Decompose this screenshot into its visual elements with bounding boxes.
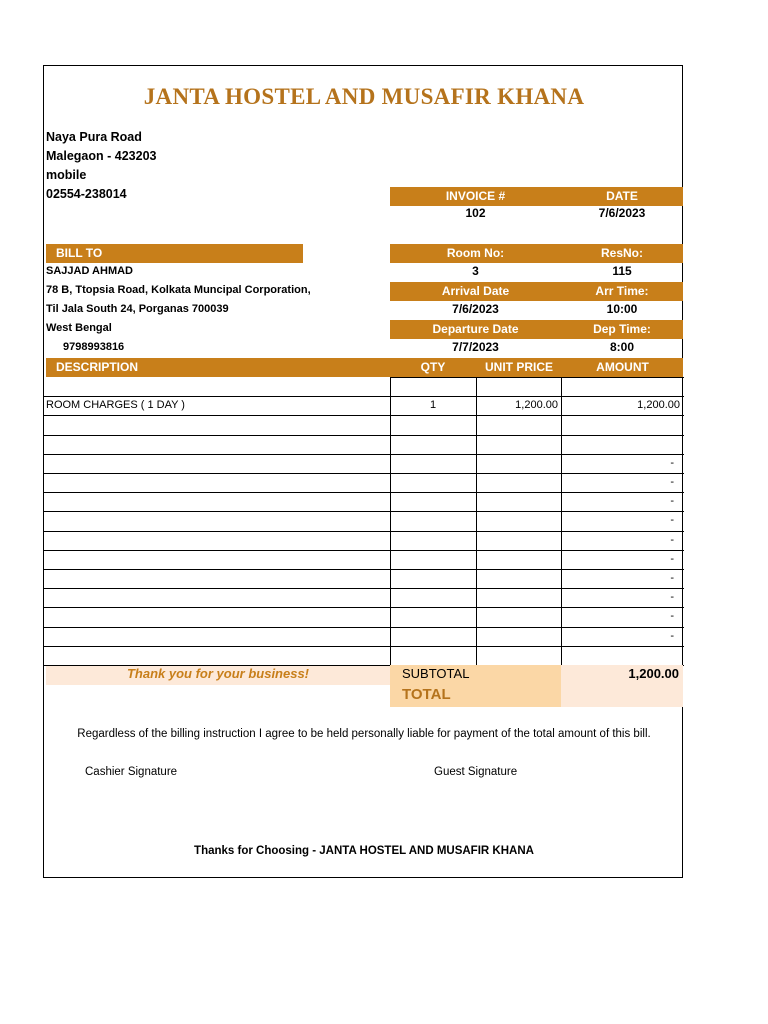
room-no-label: Room No:	[390, 244, 561, 263]
subtotal-value: 1,200.00	[628, 666, 679, 681]
invoice-page	[43, 65, 683, 878]
amount-dash: -	[670, 553, 674, 565]
row-qty: 1	[429, 399, 437, 411]
table-column-line	[390, 377, 391, 665]
invoice-number-label: INVOICE #	[390, 187, 561, 206]
invoice-date: 7/6/2023	[598, 206, 646, 220]
thank-you-text: Thank you for your business!	[126, 666, 310, 681]
table-row-line	[44, 607, 684, 608]
amount-dash: -	[670, 457, 674, 469]
table-column-line	[476, 377, 477, 665]
table-row-line	[44, 627, 684, 628]
table-row-line	[44, 454, 684, 455]
room-no: 3	[472, 264, 479, 278]
hostel-name: JANTA HOSTEL AND MUSAFIR KHANA	[143, 84, 585, 109]
amount-dash: -	[670, 610, 674, 622]
departure-date: 7/7/2023	[452, 340, 499, 354]
hostel-phone: 02554-238014	[46, 187, 127, 201]
total-label: TOTAL	[402, 686, 451, 703]
guest-name: SAJJAD AHMAD	[46, 265, 133, 277]
amount-header: AMOUNT	[596, 360, 649, 374]
table-row-line	[44, 473, 684, 474]
table-row-line	[44, 569, 684, 570]
table-row-line	[390, 377, 684, 378]
amount-dash: -	[670, 534, 674, 546]
agreement-text: Regardless of the billing instruction I agree to be held personally liable for payment of the total amount of this bill.	[77, 728, 651, 740]
table-row-line	[44, 415, 684, 416]
address-line-1: Naya Pura Road	[46, 130, 142, 144]
table-row-line	[44, 646, 684, 647]
amount-dash: -	[670, 630, 674, 642]
mobile-label: mobile	[46, 168, 87, 182]
closing-text: Thanks for Choosing - JANTA HOSTEL AND MUSAFIR KHANA	[194, 845, 534, 857]
description-header: DESCRIPTION	[56, 360, 139, 374]
table-row-line	[44, 531, 684, 532]
table-row-line	[44, 550, 684, 551]
dep-time: 8:00	[609, 340, 635, 354]
row-unit-price: 1,200.00	[515, 399, 558, 411]
qty-header: QTY	[420, 360, 446, 374]
arrival-date: 7/6/2023	[452, 302, 499, 316]
table-row-line	[44, 511, 684, 512]
amount-dash: -	[670, 514, 674, 526]
address-line-2: Malegaon - 423203	[46, 149, 157, 163]
amount-dash: -	[670, 591, 674, 603]
cashier-signature: Cashier Signature	[85, 766, 178, 778]
arr-time: 10:00	[606, 302, 638, 316]
dep-time-label: Dep Time:	[561, 320, 683, 339]
table-row-line	[44, 435, 684, 436]
res-no: 115	[612, 264, 632, 278]
unit-price-header: UNIT PRICE	[484, 360, 553, 374]
table-row-line	[44, 396, 684, 397]
arrival-date-label: Arrival Date	[390, 282, 561, 301]
row-amount: 1,200.00	[637, 399, 680, 411]
res-no-label: ResNo:	[561, 244, 683, 263]
guest-address-2: Til Jala South 24, Porganas 700039	[46, 303, 229, 315]
amount-dash: -	[670, 572, 674, 584]
amount-dash: -	[670, 476, 674, 488]
table-header	[46, 358, 683, 377]
table-row-line	[44, 588, 684, 589]
guest-address-1: 78 B, Ttopsia Road, Kolkata Muncipal Corporation,	[46, 284, 311, 296]
table-row-line	[44, 492, 684, 493]
date-label: DATE	[561, 187, 683, 206]
departure-date-label: Departure Date	[390, 320, 561, 339]
guest-phone: 9798993816	[63, 341, 125, 353]
guest-signature: Guest Signature	[434, 766, 518, 778]
amount-dash: -	[670, 495, 674, 507]
arr-time-label: Arr Time:	[561, 282, 683, 301]
invoice-number: 102	[465, 206, 486, 220]
bill-to-label: BILL TO	[46, 244, 303, 263]
row-description: ROOM CHARGES ( 1 DAY )	[46, 399, 185, 411]
guest-state: West Bengal	[46, 322, 112, 334]
subtotal-label: SUBTOTAL	[402, 666, 470, 681]
